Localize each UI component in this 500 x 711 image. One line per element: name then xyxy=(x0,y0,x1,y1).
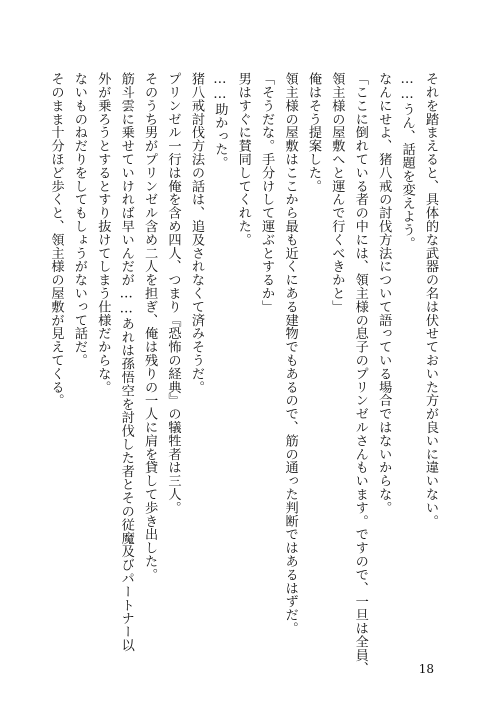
text-line-8: 「そうだな。手分けして運ぶとするか」 xyxy=(259,72,275,314)
text-line-3: なんにせよ、猪八戒の討伐方法について語っている場合ではないからな。 xyxy=(376,72,392,515)
text-line-7: 領主様の屋敷はここから最も近くにある建物でもあるので、筋の通った判断ではあるはずだ。 xyxy=(282,72,298,635)
page-number: 18 xyxy=(418,662,434,676)
text-line-11: 猪八戒討伐方法の話は、追及されなくて済みそうだ。 xyxy=(188,72,204,394)
text-line-1: それを踏まえると、具体的な武器の名は伏せておいた方が良いに違いない。 xyxy=(423,72,438,528)
text-line-15: 外が乗ろうとするとすり抜けてしまう仕様だからな。 xyxy=(95,72,111,394)
text-line-6: 俺はそう提案した。 xyxy=(305,72,321,193)
text-line-9: 男はすぐに賛同してくれた。 xyxy=(235,72,251,247)
text-line-2: ……うん、話題を変えよう。 xyxy=(399,72,415,250)
text-line-5: 領主様の屋敷へと運んで行くべきかと」 xyxy=(329,72,345,314)
text-line-12: プリンゼル一行は俺を含め四人、つまり『恐怖の経典』の犠牲者は三人。 xyxy=(165,72,181,515)
text-line-4: 「ここに倒れている者の中には、領主様の息子のプリンゼルさんもいます。ですので、一旦は全員、 xyxy=(352,72,368,675)
text-line-13: そのうち男がプリンゼル含め二人を担ぎ、俺は残りの一人に肩を貸して歩き出した。 xyxy=(142,72,158,582)
text-line-16: ないものねだりをしてもしょうがないって話だ。 xyxy=(71,72,87,367)
text-line-17: そのまま十分ほど歩くと、領主様の屋敷が見えてくる。 xyxy=(48,72,64,407)
text-line-14: 筋斗雲に乗せていければ早いんだが……あれは孫悟空を討伐した者とその従魔及びパートナー以 xyxy=(118,72,134,652)
text-line-10: ……助かった。 xyxy=(212,72,228,170)
